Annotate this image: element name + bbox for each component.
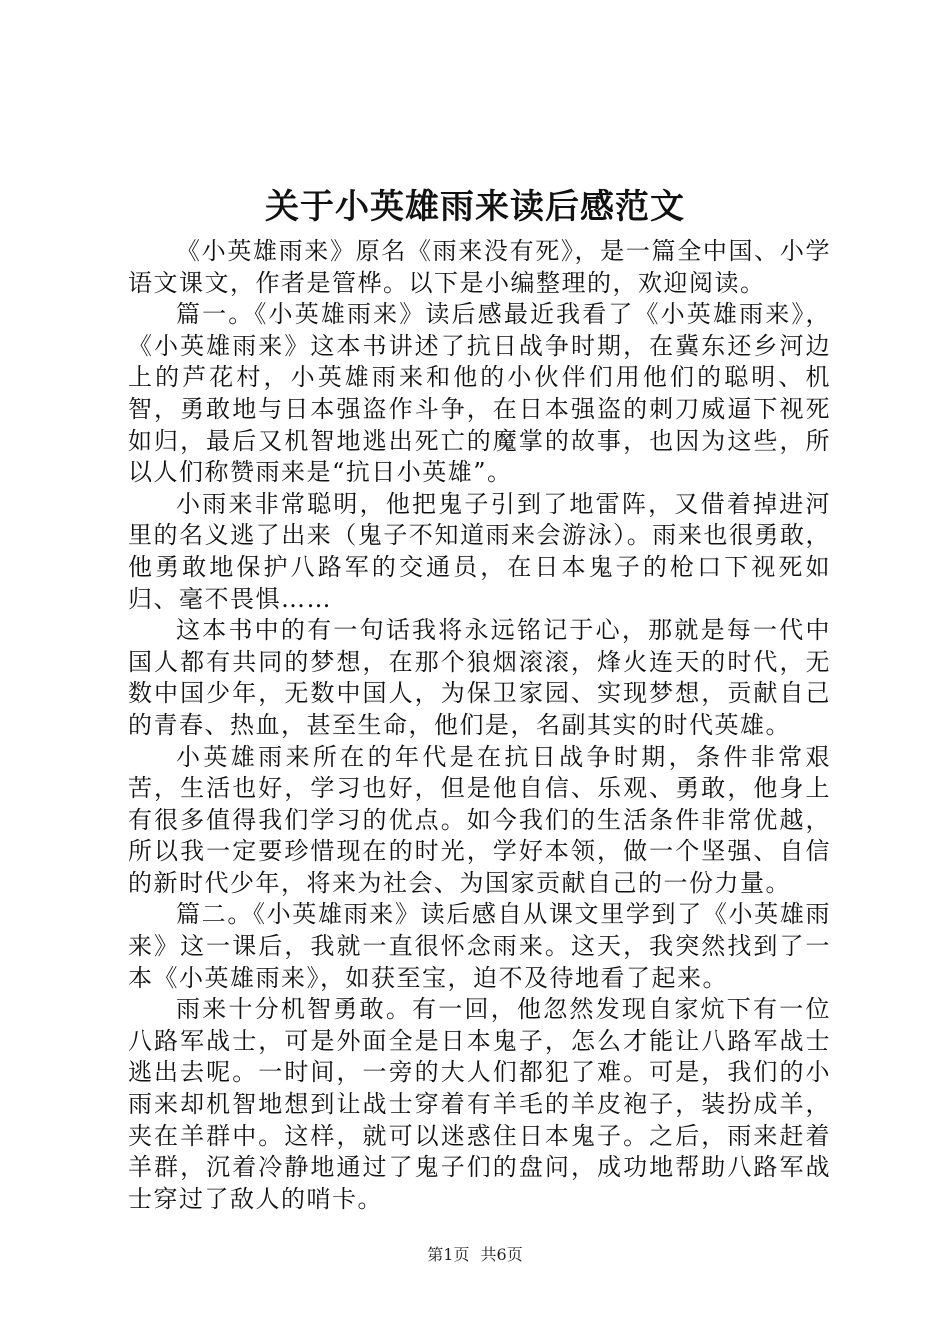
document-body — [128, 236, 831, 1215]
paragraph: 篇二。《小英雄雨来》读后感自从课文里学到了《小英雄雨来》这一课后，我就一直很怀念雨来。这天，我突然找到了一本《小英雄雨来》，如获至宝，迫不及待地看了起来。 — [128, 900, 831, 992]
paragraph: 篇一。《小英雄雨来》读后感最近我看了《小英雄雨来》，《小英雄雨来》这本书讲述了抗日战争时期，在冀东还乡河边上的芦花村，小英雄雨来和他的小伙伴们用他们的聪明、机智，勇敢地与日本强盗作斗争，在日本强盗的刺刀威逼下视死如归，最后又机智地逃出死亡的魔掌的故事，也因为这些，所以人们称赞雨来是“抗日小英雄”。 — [128, 300, 831, 487]
paragraph: 小雨来非常聪明，他把鬼子引到了地雷阵，又借着掉进河里的名义逃了出来（鬼子不知道雨来会游泳）。雨来也很勇敢，他勇敢地保护八路军的交通员，在日本鬼子的枪口下视死如归、毫不畏惧…… — [128, 489, 831, 613]
page-footer — [0, 1244, 950, 1266]
paragraph: 雨来十分机智勇敢。有一回，他忽然发现自家炕下有一位八路军战士，可是外面全是日本鬼子，怎么才能让八路军战士逃出去呢。一时间，一旁的大人们都犯了难。可是，我们的小雨来却机智地想到让战士穿着有羊毛的羊皮袍子，装扮成羊，夹在羊群中。这样，就可以迷惑住日本鬼子。之后，雨来赶着羊群，沉着冷静地通过了鬼子们的盘问，成功地帮助八路军战士穿过了敌人的哨卡。 — [128, 995, 831, 1213]
document-title: 关于小英雄雨来读后感范文 — [265, 187, 685, 227]
paragraph: 小英雄雨来所在的年代是在抗日战争时期，条件非常艰苦，生活也好，学习也好，但是他自信、乐观、勇敢，他身上有很多值得我们学习的优点。如今我们的生活条件非常优越，所以我一定要珍惜现在的时光，学好本领，做一个坚强、自信的新时代少年，将来为社会、为国家贡献自己的一份力量。 — [128, 742, 831, 897]
paragraph: 《小英雄雨来》原名《雨来没有死》，是一篇全中国、小学语文课文，作者是管桦。以下是小编整理的，欢迎阅读。 — [128, 237, 831, 297]
page-total: 共6页 — [480, 1245, 523, 1264]
page-number: 第1页 — [427, 1245, 470, 1264]
paragraph: 这本书中的有一句话我将永远铭记于心，那就是每一代中国人都有共同的梦想，在那个狼烟滚滚，烽火连天的时代，无数中国少年，无数中国人，为保卫家园、实现梦想，贡献自己的青春、热血，甚至生命，他们是，名副其实的时代英雄。 — [128, 616, 831, 739]
